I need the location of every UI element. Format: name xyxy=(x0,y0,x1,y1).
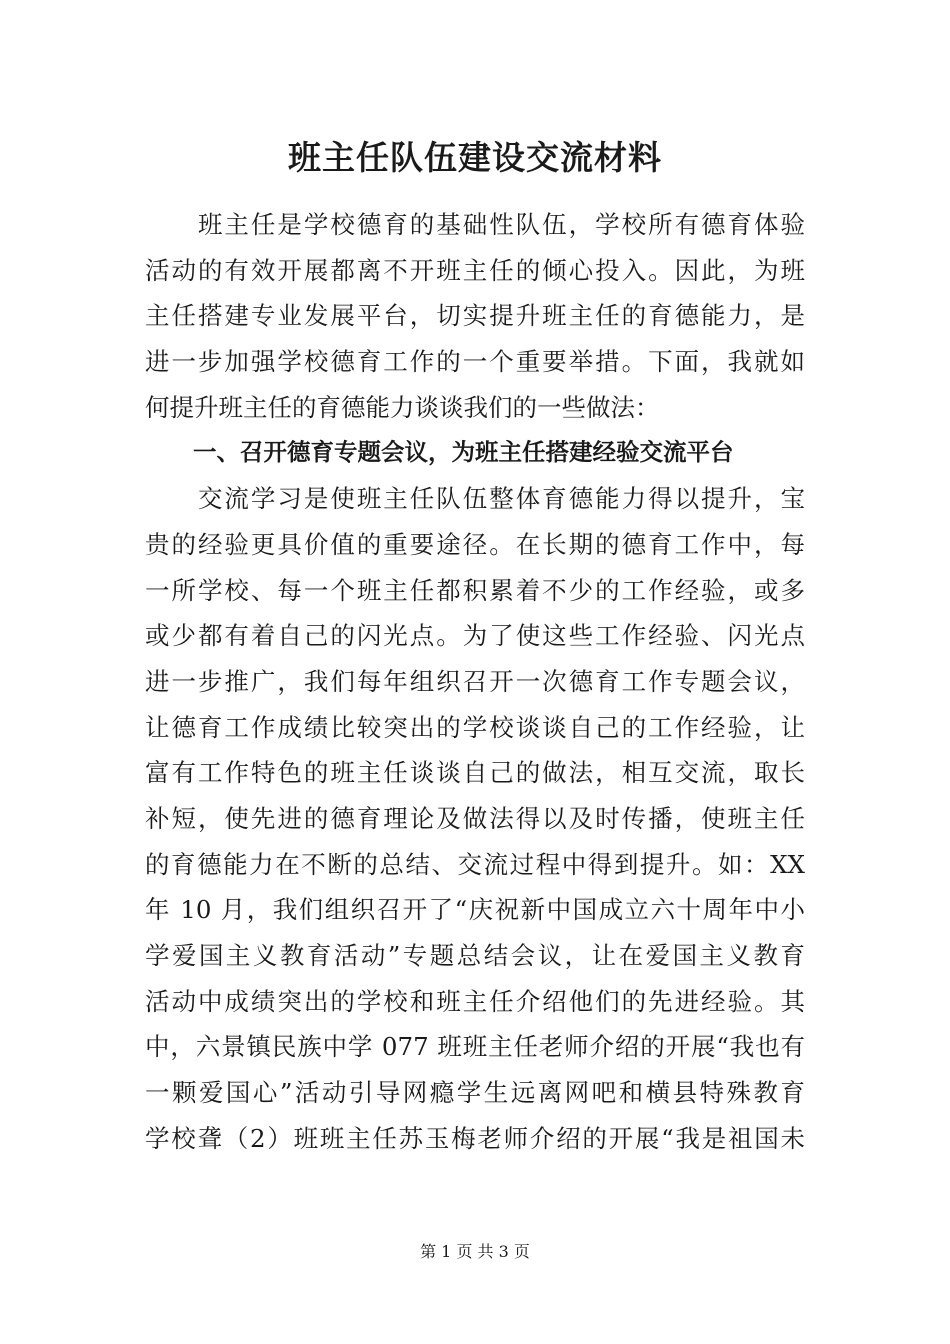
body-line: 年 10 月，我们组织召开了“庆祝新中国成立六十周年中小 xyxy=(145,895,805,925)
body-line: 何提升班主任的育德能力谈谈我们的一些做法： xyxy=(145,392,660,422)
body-line: 一颗爱国心”活动引导网瘾学生远离网吧和横县特殊教育 xyxy=(145,1078,805,1108)
body-line: 学校聋（2）班班主任苏玉梅老师介绍的开展“我是祖国未 xyxy=(145,1123,805,1153)
body-line: 交流学习是使班主任队伍整体育德能力得以提升，宝 xyxy=(145,484,805,514)
section-heading: 一、召开德育专题会议，为班主任搭建经验交流平台 xyxy=(193,438,734,467)
body-line: 一所学校、每一个班主任都积累着不少的工作经验，或多 xyxy=(145,575,805,605)
body-line: 中，六景镇民族中学 077 班班主任老师介绍的开展“我也有 xyxy=(145,1032,805,1062)
body-line: 活动的有效开展都离不开班主任的倾心投入。因此，为班 xyxy=(145,255,805,285)
body-line: 或少都有着自己的闪光点。为了使这些工作经验、闪光点 xyxy=(145,621,805,651)
body-line: 主任搭建专业发展平台，切实提升班主任的育德能力，是 xyxy=(145,301,805,331)
body-line: 进一步推广，我们每年组织召开一次德育工作专题会议， xyxy=(145,666,805,696)
body-line: 补短，使先进的德育理论及做法得以及时传播，使班主任 xyxy=(145,803,805,833)
body-line: 活动中成绩突出的学校和班主任介绍他们的先进经验。其 xyxy=(145,986,805,1016)
document-body xyxy=(145,202,805,1161)
body-line: 的育德能力在不断的总结、交流过程中得到提升。如：XX xyxy=(145,849,805,879)
body-line: 让德育工作成绩比较突出的学校谈谈自己的工作经验，让 xyxy=(145,712,805,742)
body-line: 学爱国主义教育活动”专题总结会议，让在爱国主义教育 xyxy=(145,941,805,970)
body-line: 富有工作特色的班主任谈谈自己的做法，相互交流，取长 xyxy=(145,758,805,788)
document-title: 班主任队伍建设交流材料 xyxy=(288,138,662,177)
body-line: 贵的经验更具价值的重要途径。在长期的德育工作中，每 xyxy=(145,529,805,559)
body-line: 进一步加强学校德育工作的一个重要举措。下面，我就如 xyxy=(145,347,805,377)
page-footer: 第 1 页 共 3 页 xyxy=(420,1242,530,1261)
body-line: 班主任是学校德育的基础性队伍，学校所有德育体验 xyxy=(145,210,805,239)
